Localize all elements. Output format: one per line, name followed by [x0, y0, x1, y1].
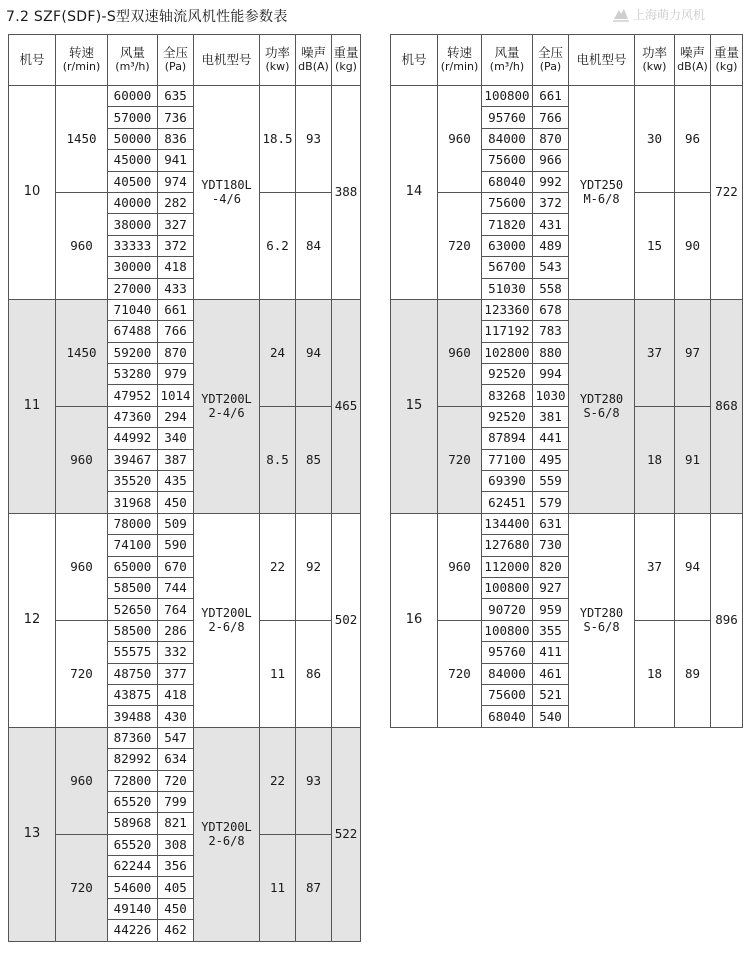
power-cell: 18 [635, 406, 675, 513]
column-header-label: 全压 [537, 45, 563, 60]
column-header-unit: (r/min) [440, 60, 479, 73]
column-header-label: 功率 [641, 45, 667, 60]
pressure-cell: 294 [158, 406, 194, 427]
airflow-cell: 87894 [482, 428, 533, 449]
column-header-label: 机号 [19, 52, 45, 67]
airflow-cell: 59200 [108, 342, 158, 363]
table-row [9, 406, 361, 427]
column-header [569, 35, 635, 86]
airflow-cell: 53280 [108, 364, 158, 385]
airflow-cell: 57000 [108, 107, 158, 128]
power-cell: 22 [260, 513, 296, 620]
noise-cell: 97 [675, 299, 711, 406]
airflow-cell: 82992 [108, 749, 158, 770]
pressure-cell: 634 [158, 749, 194, 770]
power-cell: 11 [260, 834, 296, 941]
power-cell: 18 [635, 620, 675, 727]
speed-cell: 720 [438, 406, 482, 513]
airflow-cell: 47952 [108, 385, 158, 406]
pressure-cell: 521 [533, 684, 569, 705]
table-header-left [9, 35, 361, 86]
column-header-label: 风量 [494, 45, 520, 60]
noise-cell: 94 [675, 513, 711, 620]
motor-model-line: 2-6/8 [208, 620, 245, 635]
model-number-cell: 14 [391, 86, 438, 300]
model-number-cell: 12 [9, 513, 56, 727]
column-header-unit: dB(A) [677, 60, 708, 73]
speed-cell: 960 [56, 727, 108, 834]
airflow-cell: 47360 [108, 406, 158, 427]
table-row [9, 299, 361, 320]
motor-model-line: -4/6 [212, 192, 241, 207]
pressure-cell: 635 [158, 86, 194, 107]
pressure-cell: 547 [158, 727, 194, 748]
airflow-cell: 75600 [482, 192, 533, 213]
table-row [9, 192, 361, 213]
pressure-cell: 821 [158, 813, 194, 834]
pressure-cell: 461 [533, 663, 569, 684]
airflow-cell: 27000 [108, 278, 158, 299]
column-header [391, 35, 438, 86]
model-number-cell: 13 [9, 727, 56, 941]
airflow-cell: 39467 [108, 449, 158, 470]
airflow-cell: 58500 [108, 620, 158, 641]
table-row [9, 834, 361, 855]
speed-cell: 1450 [56, 86, 108, 193]
airflow-cell: 52650 [108, 599, 158, 620]
noise-cell: 86 [296, 620, 332, 727]
pressure-cell: 783 [533, 321, 569, 342]
pressure-cell: 489 [533, 235, 569, 256]
airflow-cell: 74100 [108, 535, 158, 556]
airflow-cell: 100800 [482, 86, 533, 107]
column-header-label: 功率 [264, 45, 290, 60]
airflow-cell: 58500 [108, 577, 158, 598]
model-group [9, 727, 361, 941]
speed-cell: 720 [56, 620, 108, 727]
airflow-cell: 90720 [482, 599, 533, 620]
pressure-cell: 631 [533, 513, 569, 534]
model-number-cell: 10 [9, 86, 56, 300]
noise-cell: 87 [296, 834, 332, 941]
airflow-cell: 63000 [482, 235, 533, 256]
airflow-cell: 62244 [108, 856, 158, 877]
pressure-cell: 941 [158, 150, 194, 171]
column-header [9, 35, 56, 86]
speed-cell: 960 [56, 192, 108, 299]
pressure-cell: 959 [533, 599, 569, 620]
column-header-unit: (kg) [335, 60, 357, 73]
column-header-label: 电机型号 [576, 52, 627, 67]
airflow-cell: 54600 [108, 877, 158, 898]
airflow-cell: 72800 [108, 770, 158, 791]
pressure-cell: 372 [158, 235, 194, 256]
airflow-cell: 92520 [482, 406, 533, 427]
power-cell: 15 [635, 192, 675, 299]
motor-model-cell [194, 86, 260, 300]
weight-cell: 522 [332, 727, 361, 941]
airflow-cell: 87360 [108, 727, 158, 748]
pressure-cell: 495 [533, 449, 569, 470]
pressure-cell: 736 [158, 107, 194, 128]
pressure-cell: 974 [158, 171, 194, 192]
airflow-cell: 83268 [482, 385, 533, 406]
motor-model-line: YDT200L [201, 606, 252, 621]
weight-cell: 722 [711, 86, 743, 300]
weight-cell: 896 [711, 513, 743, 727]
airflow-cell: 50000 [108, 128, 158, 149]
brand-logo-text: 上海萌力风机 [633, 8, 706, 22]
model-group [9, 513, 361, 727]
pressure-cell: 559 [533, 471, 569, 492]
speed-cell: 720 [438, 620, 482, 727]
pressure-cell: 579 [533, 492, 569, 513]
weight-cell: 388 [332, 86, 361, 300]
motor-model-line: YDT200L [201, 820, 252, 835]
airflow-cell: 39488 [108, 706, 158, 727]
airflow-cell: 68040 [482, 706, 533, 727]
model-group [391, 513, 743, 727]
pressure-cell: 405 [158, 877, 194, 898]
pressure-cell: 1030 [533, 385, 569, 406]
pressure-cell: 927 [533, 577, 569, 598]
table-row [391, 299, 743, 320]
pressure-cell: 661 [533, 86, 569, 107]
pressure-cell: 590 [158, 535, 194, 556]
pressure-cell: 543 [533, 257, 569, 278]
motor-model-cell [569, 86, 635, 300]
column-header-unit: (r/min) [62, 60, 101, 73]
table-row [9, 727, 361, 748]
noise-cell: 89 [675, 620, 711, 727]
column-header [711, 35, 743, 86]
airflow-cell: 77100 [482, 449, 533, 470]
motor-model-cell [194, 727, 260, 941]
table-row [9, 513, 361, 534]
column-header-unit: (m³/h) [489, 60, 525, 73]
airflow-cell: 33333 [108, 235, 158, 256]
airflow-cell: 30000 [108, 257, 158, 278]
pressure-cell: 356 [158, 856, 194, 877]
column-header-unit: (Pa) [164, 60, 187, 73]
motor-model-line: S-6/8 [583, 620, 620, 635]
motor-model-cell [194, 513, 260, 727]
airflow-cell: 44992 [108, 428, 158, 449]
model-group [391, 86, 743, 300]
airflow-cell: 100800 [482, 577, 533, 598]
page-title: 7.2 SZF(SDF)-S型双速轴流风机性能参数表 [6, 9, 288, 25]
pressure-cell: 966 [533, 150, 569, 171]
noise-cell: 90 [675, 192, 711, 299]
pressure-cell: 799 [158, 791, 194, 812]
airflow-cell: 51030 [482, 278, 533, 299]
noise-cell: 93 [296, 86, 332, 193]
pressure-cell: 450 [158, 898, 194, 919]
table-row [391, 192, 743, 213]
airflow-cell: 75600 [482, 150, 533, 171]
pressure-cell: 870 [158, 342, 194, 363]
pressure-cell: 340 [158, 428, 194, 449]
airflow-cell: 75600 [482, 684, 533, 705]
airflow-cell: 44226 [108, 920, 158, 941]
performance-table-left [8, 34, 361, 942]
airflow-cell: 84000 [482, 663, 533, 684]
model-group [9, 299, 361, 513]
noise-cell: 91 [675, 406, 711, 513]
column-header [332, 35, 361, 86]
column-header [635, 35, 675, 86]
noise-cell: 84 [296, 192, 332, 299]
airflow-cell: 134400 [482, 513, 533, 534]
column-header-label: 转速 [68, 45, 94, 60]
airflow-cell: 55575 [108, 642, 158, 663]
noise-cell: 92 [296, 513, 332, 620]
power-cell: 6.2 [260, 192, 296, 299]
speed-cell: 960 [438, 513, 482, 620]
column-header [482, 35, 533, 86]
airflow-cell: 31968 [108, 492, 158, 513]
table-row [391, 620, 743, 641]
column-header-label: 噪声 [679, 45, 705, 60]
pressure-cell: 509 [158, 513, 194, 534]
airflow-cell: 45000 [108, 150, 158, 171]
column-header-label: 转速 [446, 45, 472, 60]
pressure-cell: 431 [533, 214, 569, 235]
airflow-cell: 65520 [108, 834, 158, 855]
airflow-cell: 56700 [482, 257, 533, 278]
motor-model-line: YDT280 [579, 392, 624, 407]
pressure-cell: 377 [158, 663, 194, 684]
weight-cell: 465 [332, 299, 361, 513]
motor-model-cell [569, 513, 635, 727]
airflow-cell: 68040 [482, 171, 533, 192]
pressure-cell: 744 [158, 577, 194, 598]
power-cell: 37 [635, 299, 675, 406]
airflow-cell: 40500 [108, 171, 158, 192]
airflow-cell: 102800 [482, 342, 533, 363]
performance-table-right [390, 34, 743, 728]
pressure-cell: 282 [158, 192, 194, 213]
pressure-cell: 372 [533, 192, 569, 213]
motor-model-line: YDT180L [201, 178, 252, 193]
table-row [9, 620, 361, 641]
table-row [391, 406, 743, 427]
airflow-cell: 67488 [108, 321, 158, 342]
pressure-cell: 411 [533, 642, 569, 663]
pressure-cell: 994 [533, 364, 569, 385]
power-cell: 30 [635, 86, 675, 193]
motor-model-cell [569, 299, 635, 513]
motor-model-line: S-6/8 [583, 406, 620, 421]
pressure-cell: 720 [158, 770, 194, 791]
column-header-unit: (kg) [715, 60, 738, 73]
column-header-unit: (m³/h) [115, 60, 150, 73]
airflow-cell: 62451 [482, 492, 533, 513]
airflow-cell: 58968 [108, 813, 158, 834]
column-header [675, 35, 711, 86]
pressure-cell: 661 [158, 299, 194, 320]
airflow-cell: 65520 [108, 791, 158, 812]
pressure-cell: 433 [158, 278, 194, 299]
column-header-label: 重量 [713, 45, 739, 60]
airflow-cell: 100800 [482, 620, 533, 641]
airflow-cell: 127680 [482, 535, 533, 556]
pressure-cell: 870 [533, 128, 569, 149]
pressure-cell: 430 [158, 706, 194, 727]
power-cell: 37 [635, 513, 675, 620]
airflow-cell: 71820 [482, 214, 533, 235]
pressure-cell: 820 [533, 556, 569, 577]
pressure-cell: 462 [158, 920, 194, 941]
model-number-cell: 16 [391, 513, 438, 727]
speed-cell: 720 [56, 834, 108, 941]
airflow-cell: 48750 [108, 663, 158, 684]
pressure-cell: 450 [158, 492, 194, 513]
airflow-cell: 112000 [482, 556, 533, 577]
power-cell: 11 [260, 620, 296, 727]
table-row [391, 86, 743, 107]
pressure-cell: 435 [158, 471, 194, 492]
pressure-cell: 766 [533, 107, 569, 128]
airflow-cell: 95760 [482, 642, 533, 663]
power-cell: 8.5 [260, 406, 296, 513]
pressure-cell: 880 [533, 342, 569, 363]
column-header [438, 35, 482, 86]
airflow-cell: 123360 [482, 299, 533, 320]
column-header-label: 重量 [333, 45, 359, 60]
motor-model-line: YDT250 [579, 178, 624, 193]
column-header [158, 35, 194, 86]
airflow-cell: 38000 [108, 214, 158, 235]
column-header [108, 35, 158, 86]
noise-cell: 93 [296, 727, 332, 834]
airflow-cell: 78000 [108, 513, 158, 534]
column-header-label: 风量 [119, 45, 145, 60]
pressure-cell: 332 [158, 642, 194, 663]
airflow-cell: 35520 [108, 471, 158, 492]
pressure-cell: 418 [158, 684, 194, 705]
model-group [391, 299, 743, 513]
speed-cell: 960 [438, 86, 482, 193]
airflow-cell: 117192 [482, 321, 533, 342]
weight-cell: 502 [332, 513, 361, 727]
airflow-cell: 49140 [108, 898, 158, 919]
model-number-cell: 11 [9, 299, 56, 513]
column-header-label: 机号 [401, 52, 427, 67]
noise-cell: 94 [296, 299, 332, 406]
motor-model-line: 2-4/6 [208, 406, 245, 421]
airflow-cell: 95760 [482, 107, 533, 128]
pressure-cell: 308 [158, 834, 194, 855]
motor-model-line: YDT280 [579, 606, 624, 621]
pressure-cell: 836 [158, 128, 194, 149]
weight-cell: 868 [711, 299, 743, 513]
pressure-cell: 387 [158, 449, 194, 470]
airflow-cell: 84000 [482, 128, 533, 149]
pressure-cell: 730 [533, 535, 569, 556]
noise-cell: 85 [296, 406, 332, 513]
airflow-cell: 60000 [108, 86, 158, 107]
motor-model-line: YDT200L [201, 392, 252, 407]
speed-cell: 960 [56, 513, 108, 620]
column-header-unit: (Pa) [539, 60, 562, 73]
header-row [9, 35, 361, 86]
pressure-cell: 286 [158, 620, 194, 641]
brand-logo [612, 6, 705, 23]
pressure-cell: 992 [533, 171, 569, 192]
column-header-label: 电机型号 [201, 52, 252, 67]
airflow-cell: 71040 [108, 299, 158, 320]
motor-model-cell [194, 299, 260, 513]
pressure-cell: 441 [533, 428, 569, 449]
power-cell: 24 [260, 299, 296, 406]
column-header [533, 35, 569, 86]
speed-cell: 960 [56, 406, 108, 513]
power-cell: 22 [260, 727, 296, 834]
pressure-cell: 764 [158, 599, 194, 620]
table-row [9, 86, 361, 107]
power-cell: 18.5 [260, 86, 296, 193]
column-header-unit: (kw) [642, 60, 667, 73]
airflow-cell: 40000 [108, 192, 158, 213]
pressure-cell: 766 [158, 321, 194, 342]
pressure-cell: 381 [533, 406, 569, 427]
column-header-label: 全压 [162, 45, 188, 60]
motor-model-line: M-6/8 [583, 192, 620, 207]
motor-model-line: 2-6/8 [208, 834, 245, 849]
pressure-cell: 540 [533, 706, 569, 727]
pressure-cell: 558 [533, 278, 569, 299]
speed-cell: 720 [438, 192, 482, 299]
column-header [56, 35, 108, 86]
pressure-cell: 327 [158, 214, 194, 235]
pressure-cell: 355 [533, 620, 569, 641]
speed-cell: 960 [438, 299, 482, 406]
column-header-unit: (kw) [265, 60, 290, 73]
brand-logo-icon [612, 7, 630, 23]
column-header [194, 35, 260, 86]
noise-cell: 96 [675, 86, 711, 193]
table-row [391, 513, 743, 534]
model-group [9, 86, 361, 300]
pressure-cell: 1014 [158, 385, 194, 406]
column-header [260, 35, 296, 86]
pressure-cell: 979 [158, 364, 194, 385]
pressure-cell: 418 [158, 257, 194, 278]
airflow-cell: 69390 [482, 471, 533, 492]
model-number-cell: 15 [391, 299, 438, 513]
speed-cell: 1450 [56, 299, 108, 406]
airflow-cell: 65000 [108, 556, 158, 577]
airflow-cell: 43875 [108, 684, 158, 705]
header-row [391, 35, 743, 86]
airflow-cell: 92520 [482, 364, 533, 385]
column-header-label: 噪声 [300, 45, 326, 60]
column-header [296, 35, 332, 86]
column-header-unit: dB(A) [298, 60, 329, 73]
pressure-cell: 678 [533, 299, 569, 320]
pressure-cell: 670 [158, 556, 194, 577]
table-header-right [391, 35, 743, 86]
